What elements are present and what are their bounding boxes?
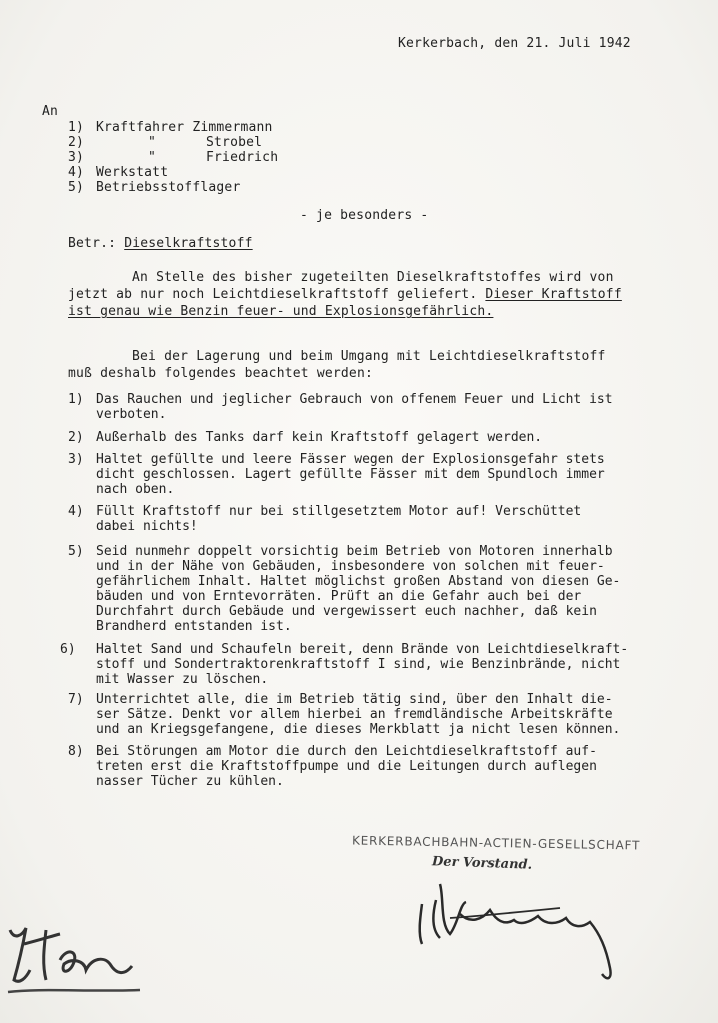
instruction-line: bäuden und von Erntevorräten. Prüft an die Gefahr auch bei der xyxy=(96,589,582,604)
recipient-name: Strobel xyxy=(206,135,263,150)
recipient-num: 5) xyxy=(68,180,85,195)
intro-line-underlined: ist genau wie Benzin feuer- und Explosionsgefährlich. xyxy=(68,304,494,319)
handwritten-signature-director xyxy=(410,864,650,984)
instruction-line: Durchfahrt durch Gebäude und vergewissert euch nachher, daß kein xyxy=(96,604,597,619)
board-label: Der Vorstand. xyxy=(431,854,533,873)
intro-line: An Stelle des bisher zugeteilten Dieselkraftstoffes wird von xyxy=(132,270,614,285)
instruction-line: dicht geschlossen. Lagert gefüllte Fässer mit dem Spundloch immer xyxy=(96,467,605,482)
instruction-line: stoff und Sondertraktorenkraftstoff I sind, wie Benzinbrände, nicht xyxy=(96,657,621,672)
intro-line xyxy=(68,287,622,302)
intro-underlined: Dieser Kraftstoff xyxy=(485,287,622,302)
instruction-line: Bei Störungen am Motor die durch den Leichtdieselkraftstoff auf- xyxy=(96,744,597,759)
instruction-line: Brandherd entstanden ist. xyxy=(96,619,292,634)
instruction-line: nasser Tücher zu kühlen. xyxy=(96,774,284,789)
instruction-number: 5) xyxy=(68,544,84,559)
instruction-line: treten erst die Kraftstoffpumpe und die Leitungen durch auflegen xyxy=(96,759,597,774)
recipient-num: 2) xyxy=(68,135,85,150)
ditto-mark: " xyxy=(148,135,157,150)
recipient-num: 4) xyxy=(68,165,85,180)
instruction-number: 7) xyxy=(68,692,84,707)
instruction-line: Haltet Sand und Schaufeln bereit, denn Brände von Leichtdieselkraft- xyxy=(96,642,629,657)
recipient-name: Werkstatt xyxy=(96,165,169,180)
instruction-line: dabei nichts! xyxy=(96,519,198,534)
instruction-line: Haltet gefüllte und leere Fässer wegen der Explosionsgefahr stets xyxy=(96,452,605,467)
recipient-name: Kraftfahrer Zimmermann xyxy=(96,120,273,135)
intro-line: Bei der Lagerung und beim Umgang mit Leichtdieselkraftstoff xyxy=(132,349,606,364)
subject-text: Dieselkraftstoff xyxy=(124,236,253,251)
ditto-mark: " xyxy=(148,150,157,165)
instruction-line: Das Rauchen und jeglicher Gebrauch von offenem Feuer und Licht ist xyxy=(96,392,613,407)
instruction-line: gefährlichem Inhalt. Haltet möglichst großen Abstand von diesen Ge- xyxy=(96,574,621,589)
recipient-name: Friedrich xyxy=(206,150,279,165)
recipient-num: 1) xyxy=(68,120,85,135)
intro-line: muß deshalb folgendes beachtet werden: xyxy=(68,366,374,381)
instruction-number: 1) xyxy=(68,392,84,407)
instruction-number: 2) xyxy=(68,430,84,445)
recipient-num: 3) xyxy=(68,150,85,165)
instruction-line: mit Wasser zu löschen. xyxy=(96,672,269,687)
instruction-number: 6) xyxy=(60,642,76,657)
instruction-line: Unterrichtet alle, die im Betrieb tätig sind, über den Inhalt die- xyxy=(96,692,613,707)
salutation: An xyxy=(42,104,59,119)
instruction-number: 3) xyxy=(68,452,84,467)
instruction-line: Füllt Kraftstoff nur bei stillgesetztem Motor auf! Verschüttet xyxy=(96,504,582,519)
company-stamp: KERKERBACHBAHN-ACTIEN-GESELLSCHAFT xyxy=(351,833,641,853)
instruction-line: nach oben. xyxy=(96,482,175,497)
subject-line xyxy=(68,236,253,251)
instruction-line: verboten. xyxy=(96,407,167,422)
recipient-name: Betriebsstofflager xyxy=(96,180,241,195)
subject-label: Betr.: xyxy=(68,236,117,251)
intro-text: jetzt ab nur noch Leichtdieselkraftstoff geliefert. xyxy=(68,287,486,302)
instruction-line: ser Sätze. Denkt vor allem hierbei an fremdländische Arbeitskräfte xyxy=(96,707,613,722)
instruction-line: Seid nunmehr doppelt vorsichtig beim Betrieb von Motoren innerhalb xyxy=(96,544,613,559)
instruction-line: und in der Nähe von Gebäuden, insbesondere von solchen mit feuer- xyxy=(96,559,605,574)
handwritten-initials xyxy=(0,900,150,1000)
distribution-note: - je besonders - xyxy=(300,208,429,223)
instruction-line: und an Kriegsgefangene, die dieses Merkblatt ja nicht lesen können. xyxy=(96,722,621,737)
instruction-number: 4) xyxy=(68,504,84,519)
date-line: Kerkerbach, den 21. Juli 1942 xyxy=(398,36,631,51)
instruction-number: 8) xyxy=(68,744,84,759)
instruction-line: Außerhalb des Tanks darf kein Kraftstoff gelagert werden. xyxy=(96,430,543,445)
